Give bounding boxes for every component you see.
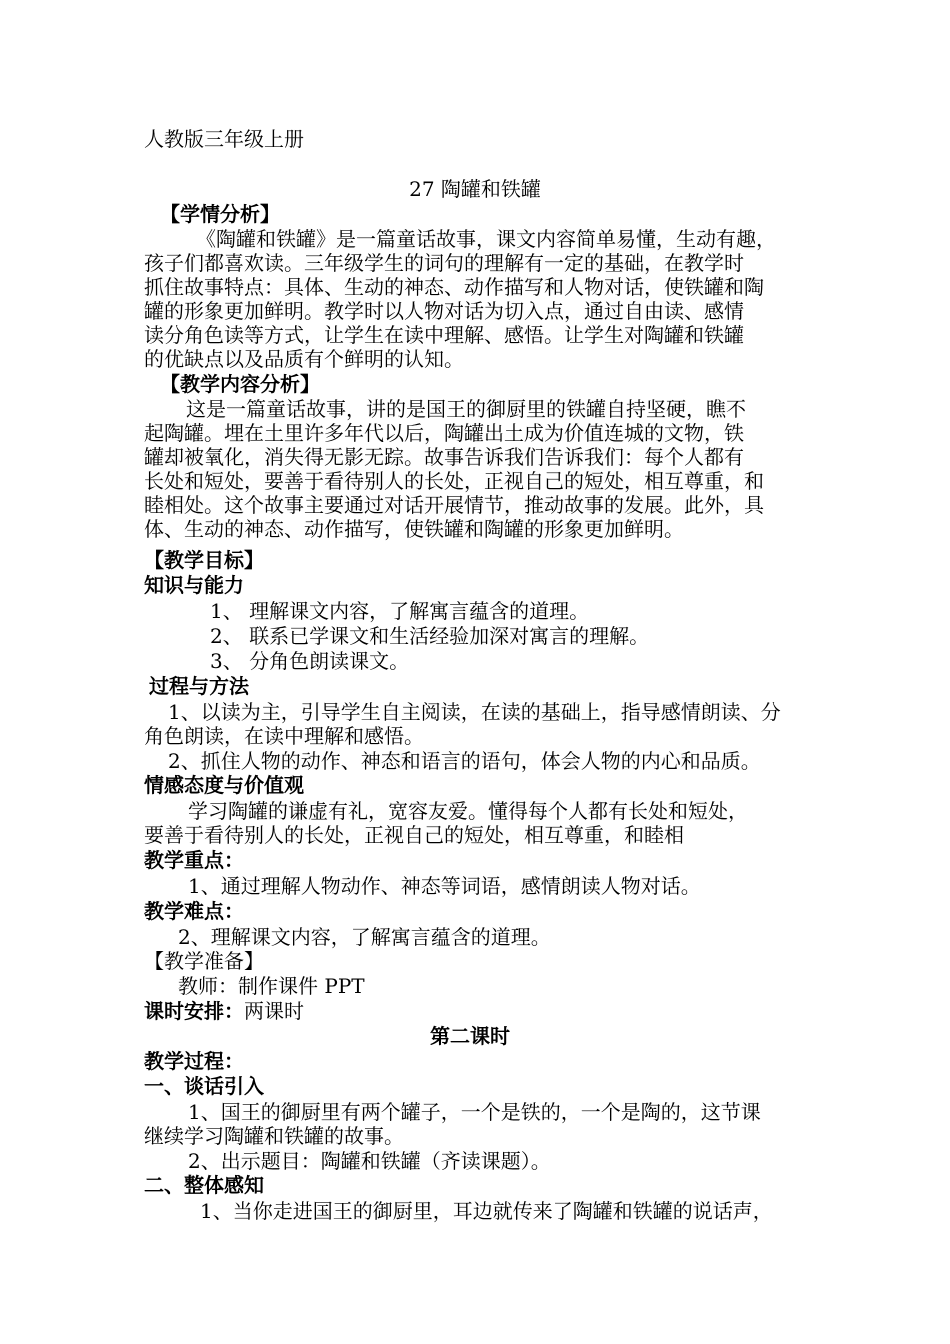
lesson-title: 27 陶罐和铁罐	[409, 177, 541, 201]
content-analysis-line: 体、生动的神态、动作描写，使铁罐和陶罐的形象更加鲜明。	[144, 517, 684, 541]
section1-line: 1、国王的御厨里有两个罐子，一个是铁的，一个是陶的，这节课	[188, 1100, 761, 1124]
preparation-heading: 【教学准备】	[144, 949, 264, 973]
section1-heading: 一、谈话引入	[144, 1074, 264, 1098]
process-method-line: 2、抓住人物的动作、神态和语言的语句，体会人物的内心和品质。	[168, 749, 761, 773]
content-analysis-heading: 【教学内容分析】	[160, 372, 320, 396]
difficulties-heading: 教学难点：	[144, 899, 244, 923]
preparation-item: 教师：制作课件 PPT	[178, 974, 365, 998]
learning-analysis-line: 《陶罐和铁罐》是一篇童话故事，课文内容简单易懂，生动有趣，	[196, 227, 776, 251]
content-analysis-line: 罐却被氧化，消失得无影无踪。故事告诉我们告诉我们：每个人都有	[144, 445, 744, 469]
emotion-line: 学习陶罐的谦虚有礼，宽容友爱。懂得每个人都有长处和短处，	[188, 799, 748, 823]
knowledge-item: 1、 理解课文内容，了解寓言蕴含的道理。	[210, 599, 590, 623]
section1-line: 2、出示题目：陶罐和铁罐（齐读课题）。	[188, 1149, 551, 1173]
difficulties-item: 2、理解课文内容，了解寓言蕴含的道理。	[178, 925, 551, 949]
learning-analysis-line: 抓住故事特点：具体、生动的神态、动作描写和人物对话，使铁罐和陶	[144, 275, 764, 299]
learning-analysis-line: 的优缺点以及品质有个鲜明的认知。	[144, 347, 464, 371]
process-method-heading: 过程与方法	[149, 674, 249, 698]
schedule-label: 课时安排：	[144, 999, 244, 1023]
process-method-line: 角色朗读，在读中理解和感悟。	[144, 724, 424, 748]
schedule-line	[144, 998, 304, 1024]
emotion-line: 要善于看待别人的长处，正视自己的短处，相互尊重，和睦相	[144, 823, 684, 847]
key-points-heading: 教学重点：	[144, 848, 244, 872]
grade-header: 人教版三年级上册	[144, 127, 304, 151]
knowledge-item: 2、 联系已学课文和生活经验加深对寓言的理解。	[210, 624, 650, 648]
process-method-line: 1、以读为主，引导学生自主阅读，在读的基础上，指导感情朗读、分	[168, 700, 781, 724]
process-heading: 教学过程：	[144, 1049, 244, 1073]
section1-line: 继续学习陶罐和铁罐的故事。	[144, 1124, 404, 1148]
section2-heading: 二、整体感知	[144, 1173, 264, 1197]
knowledge-item: 3、 分角色朗读课文。	[210, 649, 410, 673]
goals-heading: 【教学目标】	[144, 548, 264, 572]
schedule-value: 两课时	[244, 999, 304, 1023]
learning-analysis-line: 孩子们都喜欢读。三年级学生的词句的理解有一定的基础，在教学时	[144, 251, 744, 275]
key-points-item: 1、通过理解人物动作、神态等词语，感情朗读人物对话。	[188, 874, 701, 898]
content-analysis-line: 这是一篇童话故事，讲的是国王的御厨里的铁罐自持坚硬，瞧不	[186, 397, 746, 421]
learning-analysis-heading: 【学情分析】	[160, 202, 280, 226]
content-analysis-line: 长处和短处，要善于看待别人的长处，正视自己的短处，相互尊重，和	[144, 469, 764, 493]
learning-analysis-line: 读分角色读等方式，让学生在读中理解、感悟。让学生对陶罐和铁罐	[144, 323, 744, 347]
lesson-session-title: 第二课时	[430, 1024, 510, 1048]
content-analysis-line: 睦相处。这个故事主要通过对话开展情节，推动故事的发展。此外，具	[144, 493, 764, 517]
content-analysis-line: 起陶罐。埋在土里许多年代以后，陶罐出土成为价值连城的文物，铁	[144, 421, 744, 445]
knowledge-heading: 知识与能力	[144, 573, 244, 597]
section2-line: 1、当你走进国王的御厨里，耳边就传来了陶罐和铁罐的说话声，	[200, 1199, 773, 1223]
emotion-heading: 情感态度与价值观	[144, 773, 304, 797]
learning-analysis-line: 罐的形象更加鲜明。教学时以人物对话为切入点，通过自由读、感情	[144, 299, 744, 323]
